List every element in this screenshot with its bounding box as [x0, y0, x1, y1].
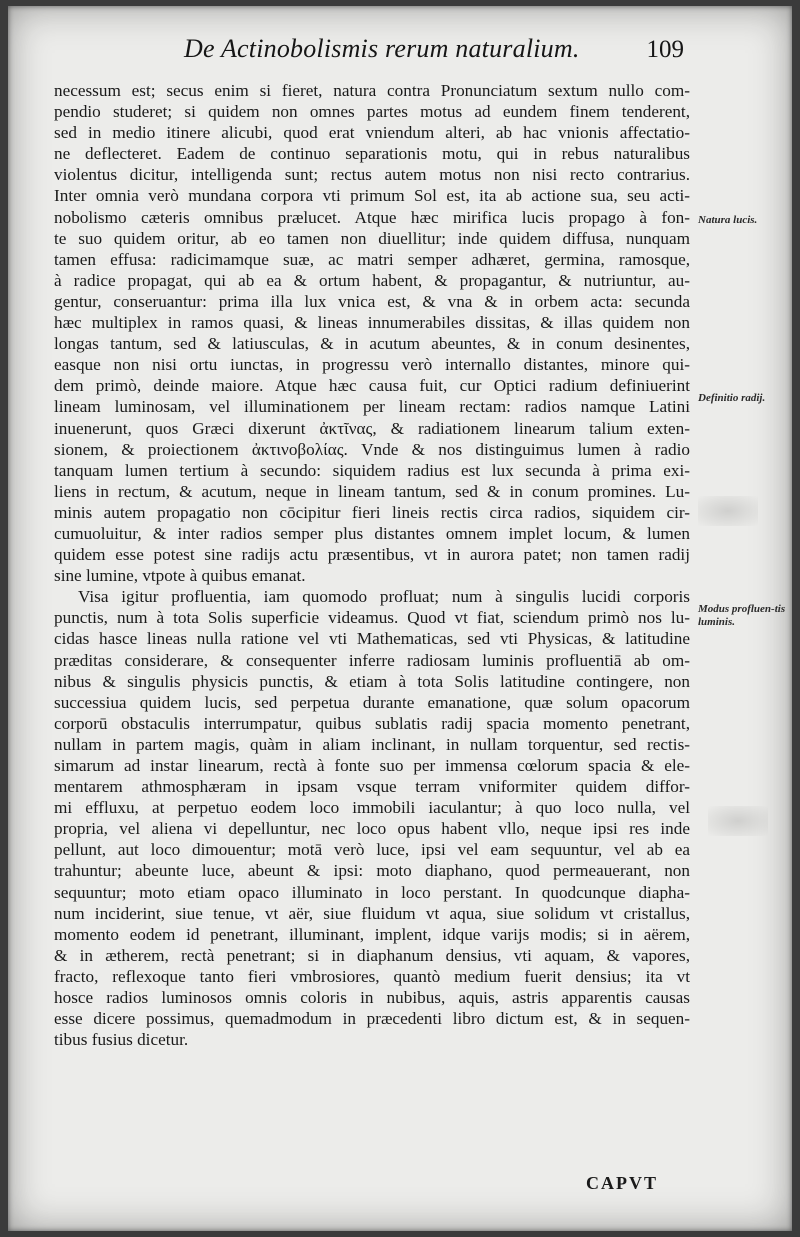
- catchword: CAPVT: [586, 1173, 658, 1193]
- text-line: te suo quidem oritur, ab eo tamen non diuellitur; inde quidem diffusa, nunquam: [54, 228, 690, 248]
- text-line: gentur, conseruantur: prima illa lux vnica est, & vna & in orbem acta: secunda: [54, 291, 690, 311]
- text-line: lineam luminosam, vel illuminationem per lineam rectam: radios namque Latini: [54, 397, 690, 417]
- text-line: tamen effusa: radicimamque suæ, ac matri semper adhæret, germina, ramosque,: [54, 249, 690, 269]
- text-line: præditas considerare, & consequenter inferre radiosam luminis profluentiā ab om-: [54, 650, 690, 670]
- text-line: cidas hasce lineas nulla ratione vel vti Mathematicas, sed vti Physicas, & latitudine: [54, 629, 690, 649]
- text-line: punctis, num à tota Solis superficie videamus. Quod vt fiat, sciendum primò nos lu-: [54, 608, 690, 628]
- text-line: & in ætherem, rectà penetrant; si in diaphanum densius, vti aquam, & vapores,: [54, 945, 690, 965]
- body-text: [54, 80, 690, 1050]
- text-line: dem primò, deinde maiore. Atque hæc causa fuit, cur Optici radium definiuerint: [54, 376, 690, 396]
- text-line: tanquam lumen tertium à secundo: siquidem radius est lux secunda à prima exi-: [54, 460, 690, 480]
- margin-note-definitio-radij: Definitio radij.: [698, 392, 766, 404]
- margin-note-natura-lucis: Natura lucis.: [698, 214, 758, 226]
- text-line: pellunt, aut loco dimouentur; motā verò luce, ipsi vel eam sequuntur, vel ab ea: [54, 840, 690, 860]
- text-line: Visa igitur profluentia, iam quomodo profluat; num à singulis lucidi corporis: [78, 587, 690, 607]
- text-line: necessum est; secus enim si fieret, natura contra Pronunciatum sextum nullo com-: [54, 81, 690, 100]
- text-line: sequuntur; moto etiam opaco illuminato in loco perstant. In quodcunque diapha-: [54, 882, 690, 902]
- text-line: momento eodem id penetrant, illuminant, implent, idque varijs modis; si in aërem,: [54, 924, 690, 944]
- text-line: sine lumine, vtpote à quibus emanat.: [54, 566, 306, 586]
- text-line: à radice propagat, qui ab ea & ortum habent, & propagantur, & nutriuntur, au-: [54, 270, 690, 290]
- text-line: Inter omnia verò mundana corpora vti primum Sol est, ita ab actione sua, seu acti-: [54, 186, 690, 206]
- text-line: inuenerunt, quos Græci dixerunt ἀκτῖνας, & radiationem linearum talium exten-: [54, 418, 690, 438]
- text-line: minis autem propagatio non cōcipitur fieri lineis rectis circa radios, siquidem cir-: [54, 502, 690, 522]
- text-line: pendio studeret; si quidem non omnes partes motus ad eundem finem tenderent,: [54, 102, 690, 122]
- text-line: tibus fusius dicetur.: [54, 1030, 189, 1050]
- text-line: trahuntur; abeunte luce, abeunt & ipsi: moto diaphano, quod permeauerant, non: [54, 861, 690, 881]
- text-line: sed in medio itinere alicubi, quod erat vniendum alteri, ab hac vnionis affectatio-: [54, 123, 690, 143]
- page-header: [8, 34, 792, 74]
- book-page: [8, 6, 792, 1231]
- text-line: longas tantum, sed & latiusculas, & in acutum abeuntes, & in conum desinentes,: [54, 334, 690, 354]
- text-line: num inciderint, siue tenue, vt aër, siue fluidum vt aqua, siue solidum vt cristallus,: [54, 903, 690, 923]
- paper-stain: [708, 806, 768, 836]
- text-line: successiua quidem lucis, sed perpetua durante emanatione, quæ solum opacorum: [54, 692, 690, 712]
- text-line: corporū obstaculis interrumpatur, quibus sublatis radij spacia momento penetrant,: [54, 713, 690, 733]
- text-line: nobolismo cæteris omnibus prælucet. Atque hæc mirifica lucis propago à fon-: [54, 207, 690, 227]
- margin-note-modus-profluentis: Modus profluen-tis luminis.: [698, 603, 786, 628]
- text-line: propria, vel aliena vi depelluntur, nec loco opus habent vllo, neque ipsi res inde: [54, 819, 690, 839]
- text-line: ne deflecteret. Eadem de continuo separationis motu, qui in rebus naturalibus: [54, 144, 690, 164]
- text-line: mentarem athmosphæram in ipsam vsque terram vniformiter quidem diffor-: [54, 777, 690, 797]
- text-line: nibus & singulis physicis punctis, & etiam à tota Solis latitudine contingere, non: [54, 671, 690, 691]
- text-line: fracto, reflexoque tanto fieri vmbrosiores, quantò medium fuerit densius; ita vt: [54, 966, 690, 986]
- text-line: esse dicere possimus, quemadmodum in præcedenti libro dictum est, & in sequen-: [54, 1009, 690, 1029]
- text-line: cumuoluitur, & inter radios semper plus distantes omnem implet locum, & lumen: [54, 523, 690, 543]
- text-line: hosce radios luminosos omnis coloris in nubibus, aquis, astris apparentis causas: [54, 988, 690, 1008]
- page-number: 109: [646, 36, 684, 63]
- text-line: sionem, & proiectionem ἀκτινοβολίας. Vnde & nos distinguimus lumen à radio: [54, 439, 690, 459]
- text-line: mi effluxu, at perpetuo eodem loco immobili iaculantur; à quo loco nulla, vel: [54, 798, 690, 818]
- text-line: quidem esse potest sine radijs actu præsentibus, vt in aurora patet; non tamen radij: [54, 545, 690, 565]
- running-title: De Actinobolismis rerum naturalium.: [184, 34, 580, 63]
- text-line: nullam in partem magis, quàm in aliam inclinant, in nullam torquentur, sed rectis-: [54, 734, 690, 754]
- paper-stain: [698, 496, 758, 526]
- text-line: hæc multiplex in ramos quasi, & lineas innumerabiles dissitas, & illas quidem non: [54, 313, 690, 333]
- text-line: easque non nisi ortu iunctas, in progressu verò internallo distantes, minore qui-: [54, 355, 690, 375]
- text-line: violentus dicitur, intelligenda sunt; rectus autem motus non nisi recto contrarius.: [54, 165, 690, 185]
- text-line: liens in rectum, & acutum, neque in lineam tantum, sed & in conum promines. Lu-: [54, 481, 690, 501]
- text-line: simarum ad instar linearum, rectà à fonte suo per immensa cœlorum spacia & ele-: [54, 756, 690, 775]
